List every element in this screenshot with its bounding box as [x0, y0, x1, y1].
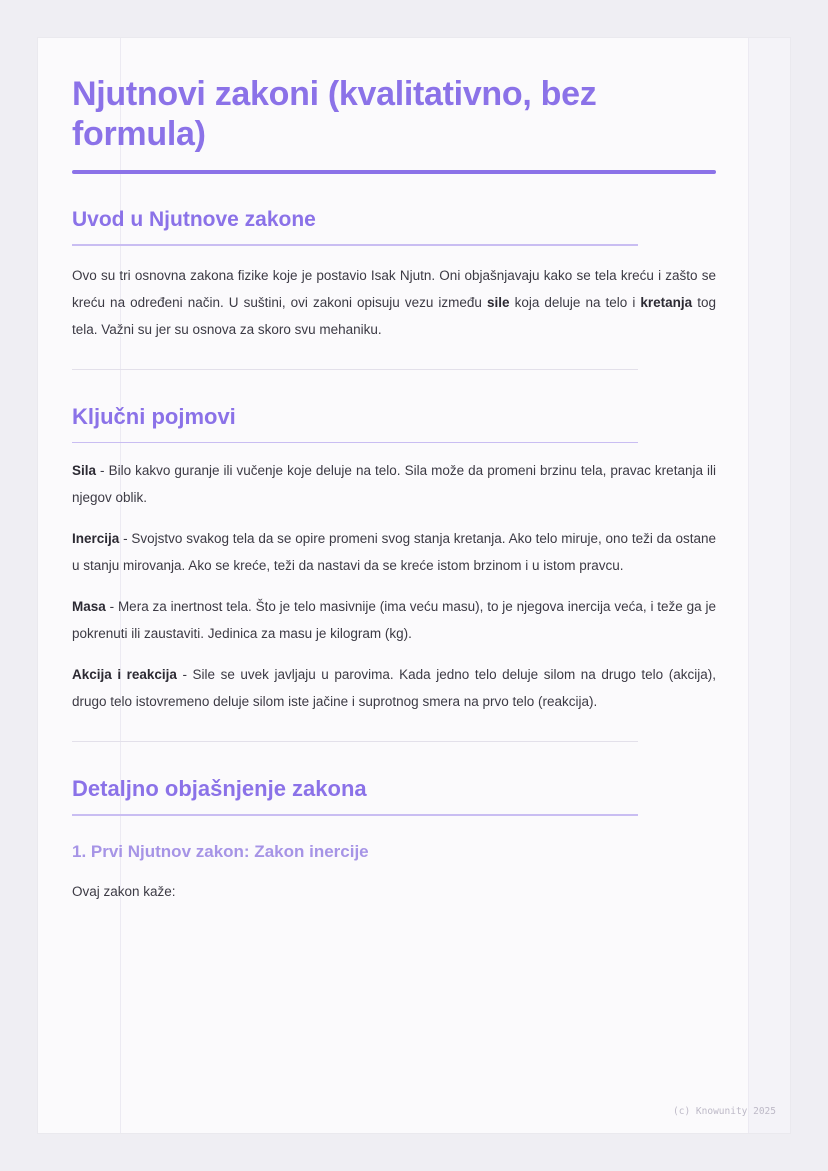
term-item-akcija-reakcija [72, 661, 716, 715]
term-definition-masa: - Mera za inertnost tela. Što je telo masivnije (ima veću masu), to je njegova inercija veća, i teže ga je pokrenuti ili zaustaviti. Jedinica za masu je kilogram (kg). [72, 599, 716, 642]
page-title: Njutnovi zakoni (kvalitativno, bez formula) [72, 75, 597, 154]
document-page [38, 38, 790, 1133]
section-heading-detailed: Detaljno objašnjenje zakona [72, 776, 367, 802]
title-divider [72, 170, 716, 174]
term-definition-akcija-reakcija: - Sile se uvek javljaju u parovima. Kada jedno telo deluje silom na drugo telo (akcija), drugo telo istovremeno deluje silom iste jačine i suprotnog smera na prvo telo (reakcija). [72, 667, 716, 710]
page-footer: (c) Knowunity 2025 [673, 1106, 776, 1117]
term-label-inercija: Inercija [72, 531, 120, 547]
term-definition-sila: - Bilo kakvo guranje ili vučenje koje deluje na telo. Sila može da promeni brzinu tela, pravac kretanja ili njegov oblik. [72, 463, 716, 506]
intro-paragraph [72, 262, 716, 343]
section-heading-intro: Uvod u Njutnove zakone [72, 208, 316, 232]
first-law-lead-in: Ovaj zakon kaže: [72, 883, 176, 899]
page-right-strip [749, 38, 790, 1133]
term-label-akcija-reakcija: Akcija i reakcija [72, 667, 177, 683]
intro-text-3: tog tela. Važni su jer su osnova za skoro svu mehaniku. [72, 294, 716, 337]
section-divider-detailed [72, 814, 638, 816]
intro-bold-kretanja: kretanja [640, 294, 693, 310]
term-item-sila [72, 457, 716, 511]
intro-bold-sile: sile [486, 294, 510, 310]
section-divider-key-terms [72, 442, 638, 444]
term-definition-inercija: - Svojstvo svakog tela da se opire promeni svog stanja kretanja. Ako telo miruje, ono teži da ostane u stanju mirovanja. Ako se kreće, teži da nastavi da se kreće istom brzinom i u istom pravcu. [72, 531, 716, 574]
term-label-masa: Masa [72, 599, 106, 615]
section-divider-intro [72, 244, 638, 246]
term-item-inercija [72, 525, 716, 579]
content-divider-2 [72, 741, 638, 742]
intro-text-2: koja deluje na telo i [509, 294, 641, 310]
term-label-sila: Sila [72, 463, 97, 479]
section-heading-key-terms: Ključni pojmovi [72, 403, 236, 429]
content-divider-1 [72, 369, 638, 370]
term-item-masa [72, 593, 716, 647]
subsection-heading-first-law: 1. Prvi Njutnov zakon: Zakon inercije [72, 841, 369, 861]
document-content [72, 56, 716, 905]
intro-text-1: Ovo su tri osnovna zakona fizike koje je postavio Isak Njutn. Oni objašnjavaju kako se tela kreću i zašto se kreću na određeni način. U suštini, ovi zakoni opisuju vezu između [72, 267, 716, 310]
